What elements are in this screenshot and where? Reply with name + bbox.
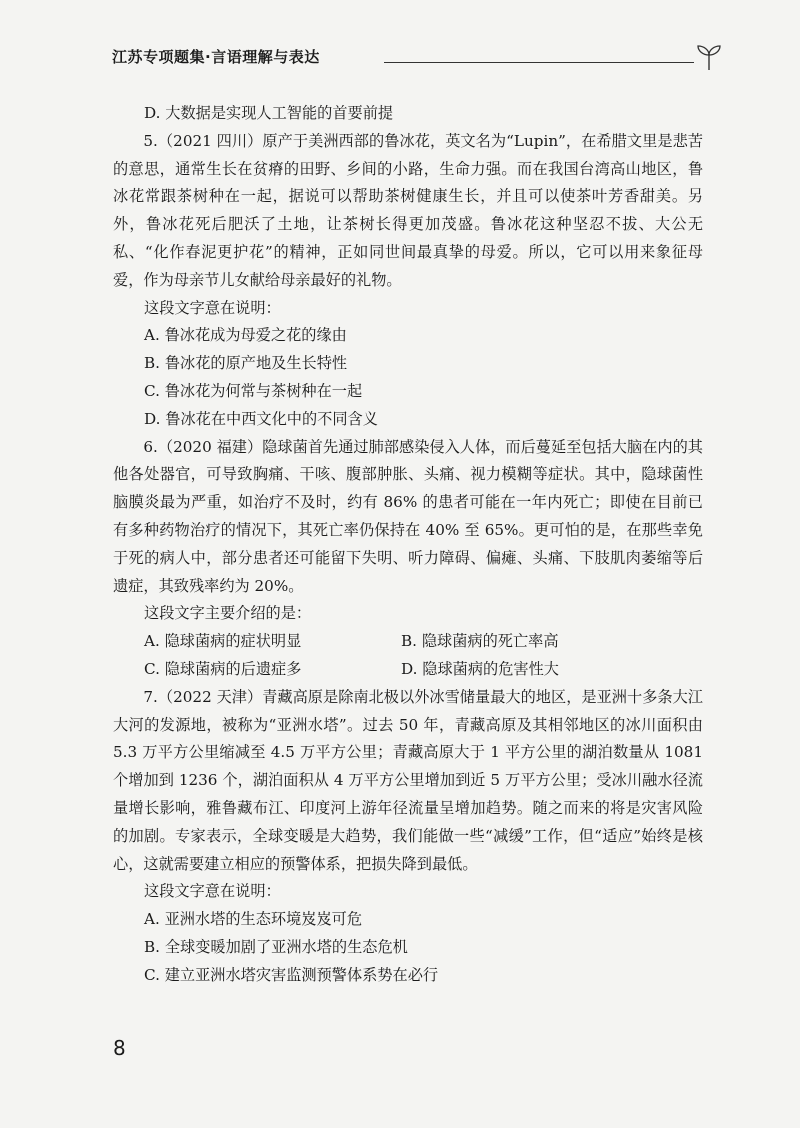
q7-option-b: B. 全球变暖加剧了亚洲水塔的生态危机 bbox=[144, 937, 408, 956]
q6-option-b: B. 隐球菌病的死亡率高 bbox=[401, 632, 559, 651]
sprout-icon bbox=[694, 42, 724, 72]
running-header bbox=[112, 42, 712, 72]
q7-prompt: 这段文字意在说明： bbox=[144, 882, 281, 901]
q5-option-d: D. 鲁冰花在中西文化中的不同含义 bbox=[144, 409, 378, 428]
q7-option-a: A. 亚洲水塔的生态环境岌岌可危 bbox=[144, 910, 363, 929]
q7-option-c: C. 建立亚洲水塔灾害监测预警体系势在必行 bbox=[144, 965, 439, 984]
q4-option-d: D. 大数据是实现人工智能的首要前提 bbox=[144, 104, 394, 122]
q7-paragraph: 7.（2022 天津）青藏高原是除南北极以外冰雪储量最大的地区，是亚洲十多条大江大河的发源地，被称为“亚洲水塔”。过去 50 年，青藏高原及其相邻地区的冰川面积由 5.3 万平方公里缩减至 4.5 万平方公里；青藏高原大于 1 平方公里的湖泊数量从 1081 个增加到 1236 个，湖泊面积从 4 万平方公里增加到近 5 万平方公里；受冰川融水径流量增长影响，雅鲁藏布江、印度河上游年径流量呈增加趋势。随之而来的将是灾害风险的加剧。专家表示，全球变暖是大趋势，我们能做一些“减缓”工作，但“适应”始终是核心，这就需要建立相应的预警体系，把损失降到最低。 bbox=[113, 687, 703, 873]
page-body bbox=[113, 100, 703, 990]
q6-paragraph: 6.（2020 福建）隐球菌首先通过肺部感染侵入人体，而后蔓延至包括大脑在内的其他各处器官，可导致胸痛、干咳、腹部肿胀、头痛、视力模糊等症状。其中，隐球菌性脑膜炎最为严重，如治疗不及时，约有 86% 的患者可能在一年内死亡；即使在目前已有多种药物治疗的情况下，其死亡率仍保持在 40% 至 65%。更可怕的是，在那些幸免于死的病人中，部分患者还可能留下失明、听力障碍、偏瘫、头痛、下肢肌肉萎缩等后遗症，其致残率约为 20%。 bbox=[113, 437, 703, 595]
page-number: 8 bbox=[113, 1036, 126, 1060]
q6-options-row-2 bbox=[113, 656, 703, 684]
q5-prompt: 这段文字意在说明： bbox=[144, 298, 281, 317]
header-rule bbox=[384, 62, 694, 63]
q5-option-a: A. 鲁冰花成为母爱之花的缘由 bbox=[144, 326, 347, 345]
book-title: 江苏专项题集·言语理解与表达 bbox=[112, 48, 320, 66]
q6-option-d: D. 隐球菌病的危害性大 bbox=[401, 659, 559, 678]
q6-option-c: C. 隐球菌病的后遗症多 bbox=[144, 659, 302, 678]
q5-paragraph: 5.（2021 四川）原产于美洲西部的鲁冰花，英文名为“Lupin”，在希腊文里是悲苦的意思，通常生长在贫瘠的田野、乡间的小路，生命力强。而在我国台湾高山地区，鲁冰花常跟茶树种在一起，据说可以帮助茶树健康生长，并且可以使茶叶芳香甜美。另外，鲁冰花死后肥沃了土地，让茶树长得更加茂盛。鲁冰花这种坚忍不拔、大公无私、“化作春泥更护花”的精神，正如同世间最真挚的母爱。所以，它可以用来象征母爱，作为母亲节儿女献给母亲最好的礼物。 bbox=[113, 131, 703, 289]
q5-option-b: B. 鲁冰花的原产地及生长特性 bbox=[144, 354, 348, 373]
q6-options-row-1 bbox=[113, 628, 703, 656]
q6-option-a: A. 隐球菌病的症状明显 bbox=[144, 632, 302, 651]
q5-option-c: C. 鲁冰花为何常与茶树种在一起 bbox=[144, 381, 363, 400]
q6-prompt: 这段文字主要介绍的是： bbox=[144, 604, 312, 623]
